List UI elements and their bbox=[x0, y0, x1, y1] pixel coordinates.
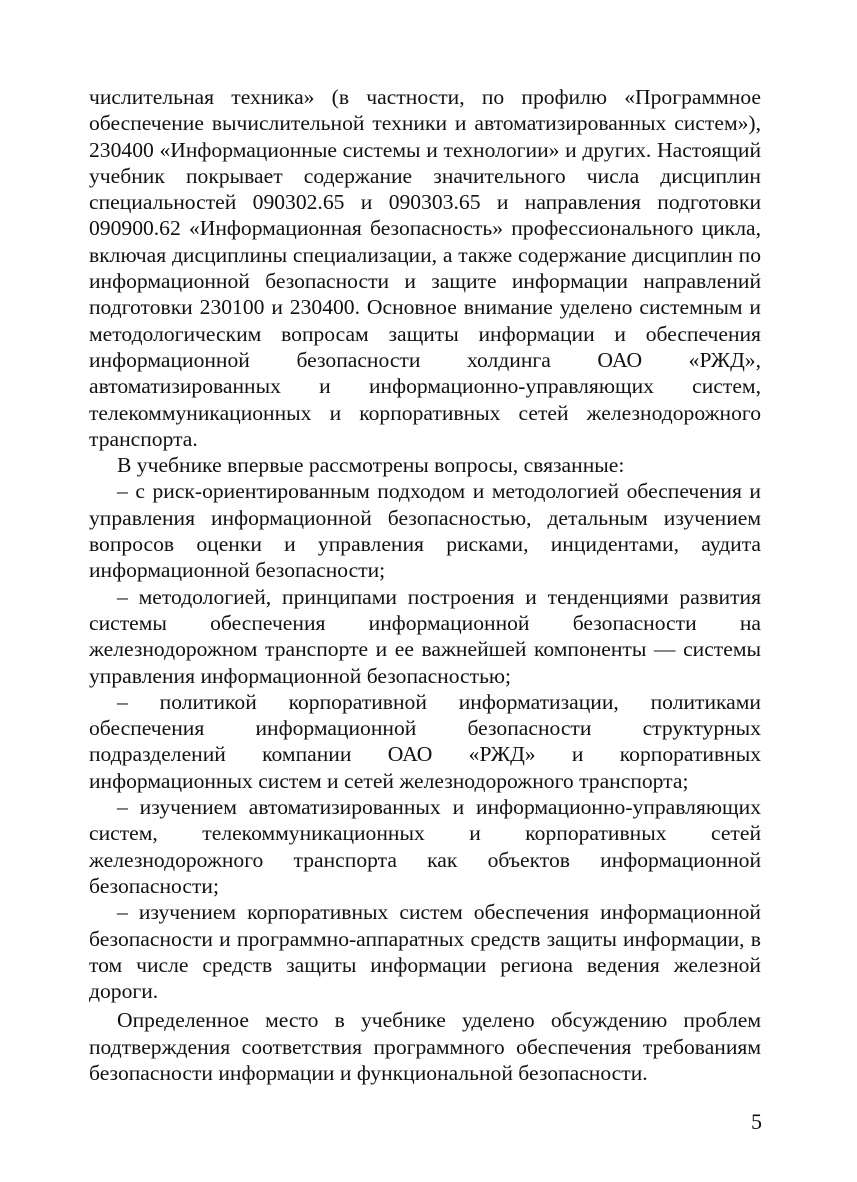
paragraph-intro-list: В учебнике впервые рассмотрены вопросы, связанные: bbox=[117, 453, 625, 478]
list-item-automated-systems: – изучением автоматизированных и информационно-управляющих систем, телекоммуникационных и корпоративных сетей железнодорожного транспорта как объектов информационной безопасности; bbox=[89, 795, 761, 898]
paragraph-continuation: числительная техника» (в частности, по профилю «Программное обеспечение вычислительной техники и автоматизированных систем»), 230400 «Информационные системы и технологии» и других. Настоящий учебник покрывает содержание значительного числа дисциплин специальностей 090302.65 и 090303.65 и направления подготовки 090900.62 «Информационная безопасность» профессионального цикла, включая дисциплины специализации, а также содержание дисциплин по информационной безопасности и защите информации направлений подготовки 230100 и 230400. Основное внимание уделено системным и методологическим вопросам защиты информации и обеспечения информационной безопасности холдинга ОАО «РЖД», автоматизированных и информационно-управляющих систем, телекоммуникационных и корпоративных сетей железнодорожного транспорта. bbox=[89, 85, 761, 451]
list-item-policy: – политикой корпоративной информатизации, политиками обеспечения информационной безопасности структурных подразделений компании ОАО «РЖД» и корпоративных информационных систем и сетей железнодорожного транспорта; bbox=[89, 689, 761, 793]
page-number: 5 bbox=[751, 1109, 762, 1134]
list-item-corporate-systems: – изучением корпоративных систем обеспечения информационной безопасности и программно-аппаратных средств защиты информации, в том числе средств защиты информации региона ведения железной дороги. bbox=[89, 900, 761, 1004]
body-text bbox=[89, 84, 761, 1086]
list-item-methodology: – методологией, принципами построения и тенденциями развития системы обеспечения информационной безопасности на железнодорожном транспорте и ее важнейшей компоненты — системы управления информационной безопасностью; bbox=[89, 584, 761, 688]
paragraph-conformity: Определенное место в учебнике уделено обсуждению проблем подтверждения соответствия программного обеспечения требованиям безопасности информации и функциональной безопасности. bbox=[89, 1008, 761, 1085]
list-item-risk-approach: – с риск-ориентированным подходом и методологией обеспечения и управления информационной безопасностью, детальным изучением вопросов оценки и управления рисками, инцидентами, аудита информационной безопасности; bbox=[89, 479, 761, 583]
